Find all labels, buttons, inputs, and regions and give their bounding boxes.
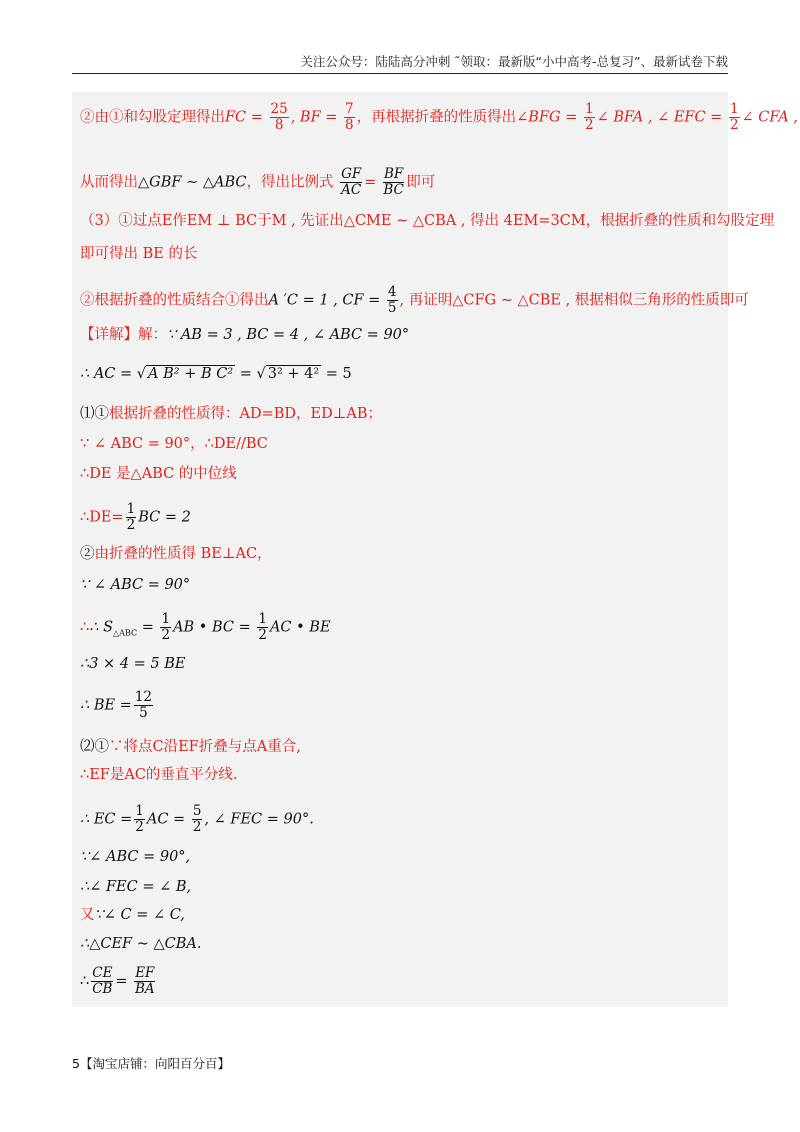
fraction: $\frac{1}{2}$ <box>135 803 144 835</box>
q2-line-g: ∴△CEF ∼ △CBA. <box>80 936 202 952</box>
part1-line-c: ∴DE 是△ABC 的中位线 <box>80 466 237 482</box>
math: △GBF ∼ △ABC <box>138 174 247 191</box>
part2-line-c: ∴∴ $S_{\triangle ABC}$ = $\frac{1}{2}$ AB • BC = $\frac{1}{2}$ AC • BE <box>80 611 331 643</box>
math: ∠ BFA , ∠ EFC <box>596 109 706 126</box>
fraction: $\frac{1}{2}$ <box>258 611 267 643</box>
part1-line-d: ∴DE= $\frac{1}{2}$ BC = 2 <box>80 501 191 533</box>
part2-line-b: ∵ ∠ ABC = 90° <box>80 577 191 593</box>
part1-line-b: ∵ ∠ ABC = 90°，∴DE//BC <box>80 436 268 452</box>
header-divider <box>72 73 728 74</box>
math: , BF <box>290 109 321 126</box>
detail-line: 【详解】解：∵ AB = 3 , BC = 4 , ∠ ABC = 90° <box>80 327 410 343</box>
fraction: $\frac{5}{2}$ <box>192 803 202 835</box>
text: ②由①和勾股定理得出 <box>80 109 225 126</box>
fraction: $\frac{7}{8}$ <box>345 101 354 133</box>
analysis-line-3: （3）①过点E作EM ⊥ BC于M , 先证出△CME ∼ △CBA , 得出 4EM=3CM，根据折叠的性质和勾股定理 <box>80 213 775 229</box>
ac-line: ∴ AC = √ A B² + B C² = √ 3² + 4² = 5 <box>80 366 352 382</box>
math: BFG <box>528 109 561 126</box>
fraction: $\frac{1}{2}$ <box>729 101 739 133</box>
fraction: $\frac{4}{5}$ <box>387 284 397 316</box>
part2-line-d: ∴3 × 4 = 5 BE <box>80 656 186 672</box>
q2-line-d: ∵∠ ABC = 90°, <box>80 849 191 865</box>
page-number: 5 <box>72 1056 80 1071</box>
part2-head: ②由折叠的性质得 BE⊥AC， <box>80 546 272 562</box>
analysis-line-2: 从而得出△GBF ∼ △ABC，得出比例式 $\frac{GF}{AC}$ = $\frac{BF}{BC}$ 即可 <box>80 166 436 198</box>
analysis-line-4: 即可得出 BE 的长 <box>80 246 198 262</box>
fraction: $\frac{CE}{CB}$ <box>92 965 113 997</box>
analysis-line-1: ②由①和勾股定理得出FC = $\frac{25}{8}$ , BF = $\frac{7}{8}$ ，再根据折叠的性质得出∠BFG = $\frac{1}{2}$ ∠ BFA , ∠ EFC = $\frac{1}{2}$ ∠ CFA , <box>80 101 798 133</box>
q2-head: ⑵①∵将点C沿EF折叠与点A重合, <box>80 739 301 755</box>
page-footer <box>72 1054 230 1072</box>
part1-head: ⑴①根据折叠的性质得：AD=BD，ED⊥AB； <box>80 406 382 422</box>
text: ，再根据折叠的性质得出∠ <box>356 109 529 126</box>
fraction: $\frac{1}{2}$ <box>126 501 136 533</box>
fraction: $\frac{12}{5}$ <box>134 689 153 721</box>
fraction: $\frac{1}{2}$ <box>584 101 594 133</box>
q2-line-b: ∴EF是AC的垂直平分线. <box>80 767 238 783</box>
q2-line-c: ∴ EC = $\frac{1}{2}$ AC = $\frac{5}{2}$ , ∠ FEC = 90°. <box>80 803 314 835</box>
part2-line-e: ∴ BE = $\frac{12}{5}$ <box>80 689 153 721</box>
fraction: $\frac{25}{8}$ <box>270 101 288 133</box>
fraction: $\frac{BF}{BC}$ <box>383 166 404 198</box>
shop-label: 【淘宝店铺：向阳百分百】 <box>79 1056 230 1071</box>
detail-label: 【详解】解： <box>80 327 167 343</box>
page-header: 关注公众号：陆陆高分冲刺 ˜领取：最新版“小中高考-总复习”、最新试卷下载 <box>300 54 728 69</box>
fraction: $\frac{GF}{AC}$ <box>341 166 362 198</box>
q2-line-h: ∴ $\frac{CE}{CB}$ = $\frac{EF}{BA}$ <box>80 965 155 997</box>
math: ∠ CFA , <box>741 109 798 126</box>
q2-line-f: 又∵∠ C = ∠ C, <box>80 907 185 923</box>
math: FC <box>225 109 247 126</box>
solution-panel <box>72 92 798 1007</box>
fraction: $\frac{EF}{BA}$ <box>134 965 155 997</box>
q2-line-e: ∴∠ FEC = ∠ B, <box>80 879 192 895</box>
analysis-line-5: ②根据折叠的性质结合①得出A ′C = 1 , CF = $\frac{4}{5}$ , 再证明△CFG ∼ △CBE , 根据相似三角形的性质即可 <box>80 284 749 316</box>
fraction: $\frac{1}{2}$ <box>161 611 171 643</box>
